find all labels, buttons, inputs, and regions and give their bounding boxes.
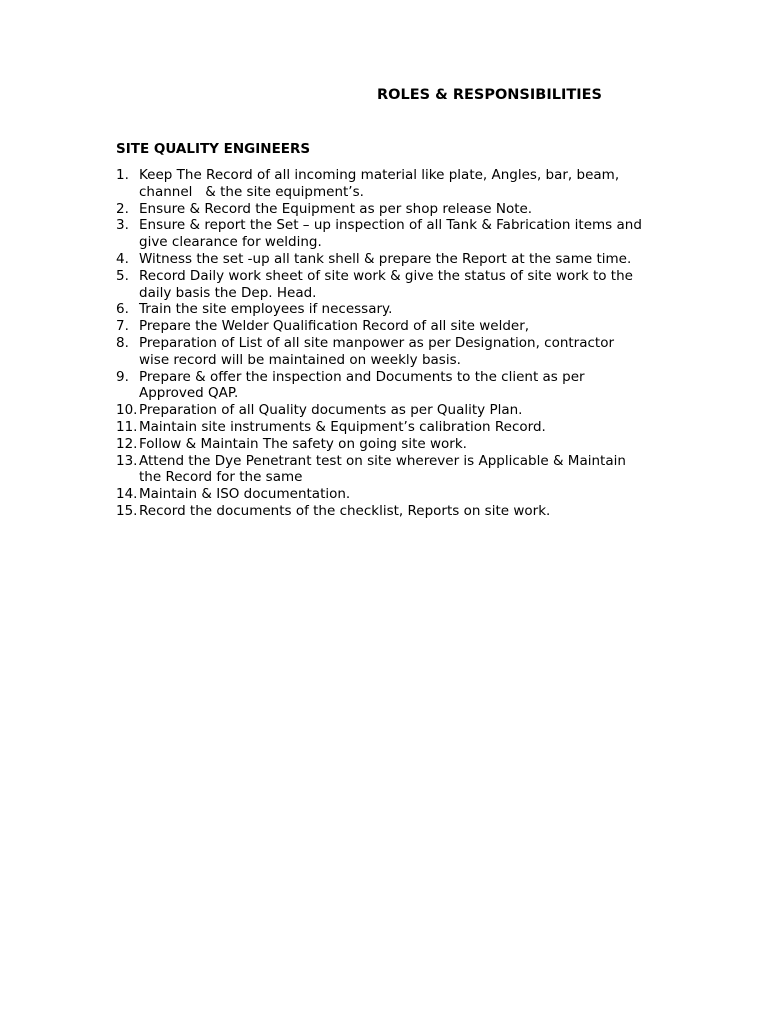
list-item-text: [139, 217, 696, 251]
list-item-text: [139, 402, 696, 419]
list-item-text: [139, 335, 696, 369]
list-item-text: [139, 419, 696, 436]
list-item-text: [139, 251, 696, 268]
list-item-line: Follow & Maintain The safety on going site work.: [139, 435, 467, 452]
list-item-line: Attend the Dye Penetrant test on site wherever is Applicable & Maintain: [139, 452, 626, 469]
list-item-number: 12.: [116, 435, 138, 452]
list-item-text: [139, 453, 696, 487]
list-item-line: Record Daily work sheet of site work & give the status of site work to the: [139, 267, 633, 284]
list-item-line: Maintain site instruments & Equipment’s calibration Record.: [139, 418, 546, 435]
list-item: [116, 167, 696, 201]
list-item-text: [139, 268, 696, 302]
list-item-line: Maintain & ISO documentation.: [139, 486, 351, 503]
list-item-text: [139, 503, 696, 520]
list-item: [116, 419, 696, 436]
list-item-number: 14.: [116, 486, 138, 503]
list-item-number: 1.: [116, 167, 129, 183]
list-item-line: give clearance for welding.: [139, 234, 322, 251]
list-item: [116, 369, 696, 403]
list-item: [116, 318, 696, 335]
list-item-line: Approved QAP.: [139, 385, 239, 402]
list-item-text: [139, 369, 696, 403]
list-item: [116, 436, 696, 453]
list-item: [116, 453, 696, 487]
list-item: [116, 503, 696, 520]
list-item-line: Ensure & Record the Equipment as per shop release Note.: [139, 200, 533, 217]
list-item-number: 4.: [116, 250, 129, 267]
document-title: ROLES & RESPONSIBILITIES: [377, 87, 602, 103]
list-item: [116, 301, 696, 318]
list-item-text: [139, 301, 696, 318]
responsibilities-list: [116, 167, 696, 520]
list-item-text: [139, 318, 696, 335]
list-item-number: 15.: [116, 502, 138, 519]
list-item-number: 9.: [116, 368, 129, 385]
list-item-line: Prepare the Welder Qualification Record of all site welder,: [139, 318, 530, 335]
list-item-line: Preparation of all Quality documents as per Quality Plan.: [139, 402, 523, 419]
list-item: [116, 486, 696, 503]
list-item-number: 3.: [116, 217, 129, 234]
list-item: [116, 201, 696, 218]
list-item: [116, 335, 696, 369]
list-item: [116, 268, 696, 302]
list-item-line: Preparation of List of all site manpower as per Designation, contractor: [139, 334, 615, 351]
list-item-line: channel & the site equipment’s.: [139, 183, 364, 200]
list-item-number: 13.: [116, 452, 138, 469]
section-heading: SITE QUALITY ENGINEERS: [116, 141, 311, 157]
list-item-number: 6.: [116, 301, 129, 318]
list-item: [116, 217, 696, 251]
list-item-number: 7.: [116, 318, 129, 335]
list-item-text: [139, 436, 696, 453]
list-item-text: [139, 201, 696, 218]
list-item-line: Keep The Record of all incoming material like plate, Angles, bar, beam,: [139, 167, 620, 183]
list-item-line: Train the site employees if necessary.: [139, 301, 393, 318]
list-item-number: 2.: [116, 200, 129, 217]
list-item-line: Witness the set -up all tank shell & prepare the Report at the same time.: [139, 250, 632, 267]
list-item-line: Record the documents of the checklist, Reports on site work.: [139, 502, 551, 519]
list-item-number: 11.: [116, 418, 138, 435]
list-item-line: daily basis the Dep. Head.: [139, 284, 317, 301]
list-item: [116, 402, 696, 419]
list-item-line: wise record will be maintained on weekly basis.: [139, 351, 461, 368]
list-item-line: the Record for the same: [139, 469, 303, 486]
list-item-number: 10.: [116, 402, 138, 419]
list-item-text: [139, 486, 696, 503]
list-item-line: Ensure & report the Set – up inspection of all Tank & Fabrication items and: [139, 217, 642, 234]
list-item: [116, 251, 696, 268]
list-item-number: 5.: [116, 267, 129, 284]
list-item-text: [139, 167, 696, 201]
list-item-number: 8.: [116, 334, 129, 351]
list-item-line: Prepare & offer the inspection and Documents to the client as per: [139, 368, 585, 385]
